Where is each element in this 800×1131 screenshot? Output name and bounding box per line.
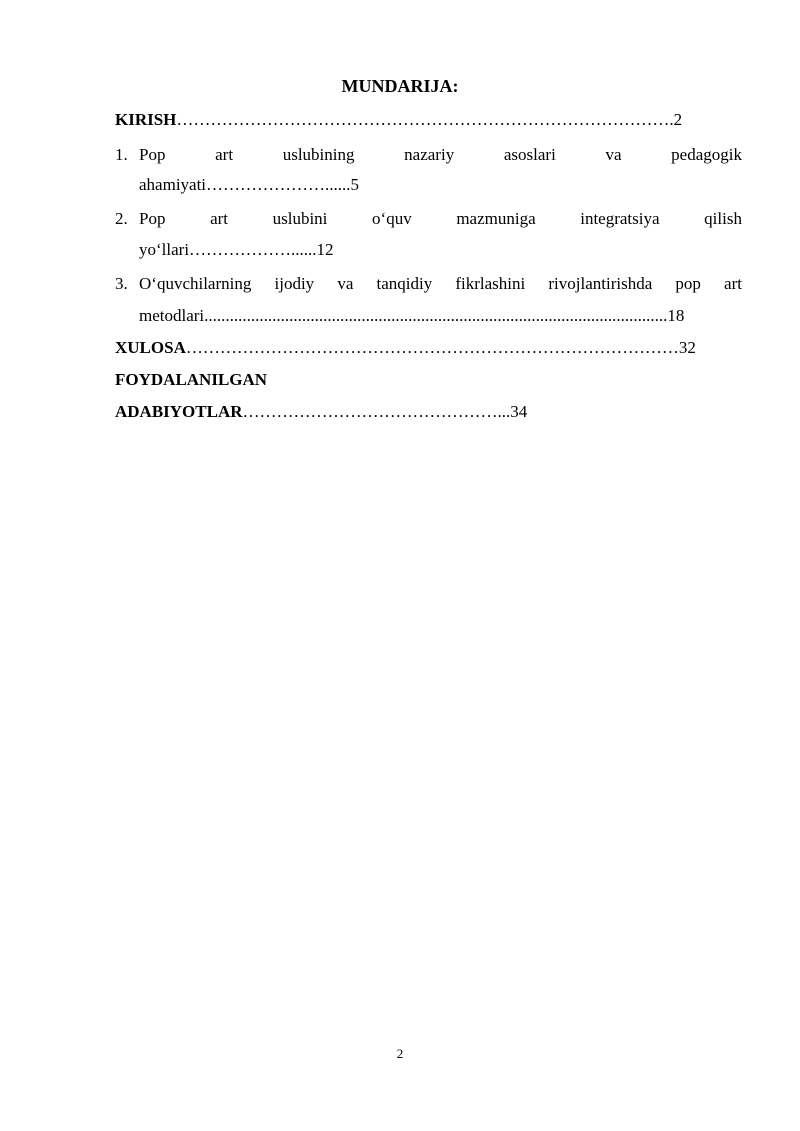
toc-leader: ……………………………………………………………………………32 [185,338,696,357]
toc-word: integratsiya [580,209,660,228]
toc-entry-label: XULOSA [115,338,186,357]
toc-word: asoslari [503,145,556,164]
toc-leader: ………………………………………...34 [242,402,528,421]
toc-entry-kirish [115,108,742,132]
toc-word: rivojlantirishda [548,274,653,293]
toc-word: O‘quvchilarning [139,274,252,293]
toc-word: va [605,145,622,164]
toc-word: qilish [704,209,742,228]
toc-entry-number: 2. [115,209,128,228]
toc-word: va [337,274,354,293]
toc-entry-foydalanilgan: FOYDALANILGAN [115,370,268,389]
toc-word: uslubini [272,209,328,228]
toc-entry-number: 3. [115,274,128,293]
toc-entry-continuation: yo‘llari………………......12 [139,240,334,259]
toc-word: o‘quv [372,209,412,228]
toc-word: art [210,209,229,228]
toc-word: Pop [139,209,166,228]
toc-word: uslubining [282,145,355,164]
toc-entry-text [139,143,742,167]
toc-word: Pop [139,145,166,164]
page-number: 2 [396,1046,404,1061]
toc-word: pop [675,274,701,293]
toc-word: art [215,145,234,164]
toc-entry-number: 1. [115,145,128,164]
toc-word: pedagogik [671,145,742,164]
toc-entry-xulosa [115,336,742,360]
toc-word: tanqidiy [376,274,433,293]
toc-entry-continuation: metodlari.............................................................................................................18 [139,306,685,325]
toc-title: MUNDARIJA: [341,76,459,96]
toc-word: mazmuniga [456,209,536,228]
toc-word: nazariy [404,145,455,164]
toc-entry-text [139,207,742,231]
toc-entry-label: KIRISH [115,110,177,129]
toc-word: art [724,274,742,293]
toc-entry-adabiyotlar [115,400,742,424]
toc-entry-continuation: ahamiyati…………………......5 [139,175,360,194]
toc-entry-text [139,272,742,296]
toc-word: fikrlashini [455,274,526,293]
toc-word: ijodiy [274,274,315,293]
toc-entry-label: ADABIYOTLAR [115,402,243,421]
toc-leader: …………………………………………………………………………….2 [176,110,683,129]
